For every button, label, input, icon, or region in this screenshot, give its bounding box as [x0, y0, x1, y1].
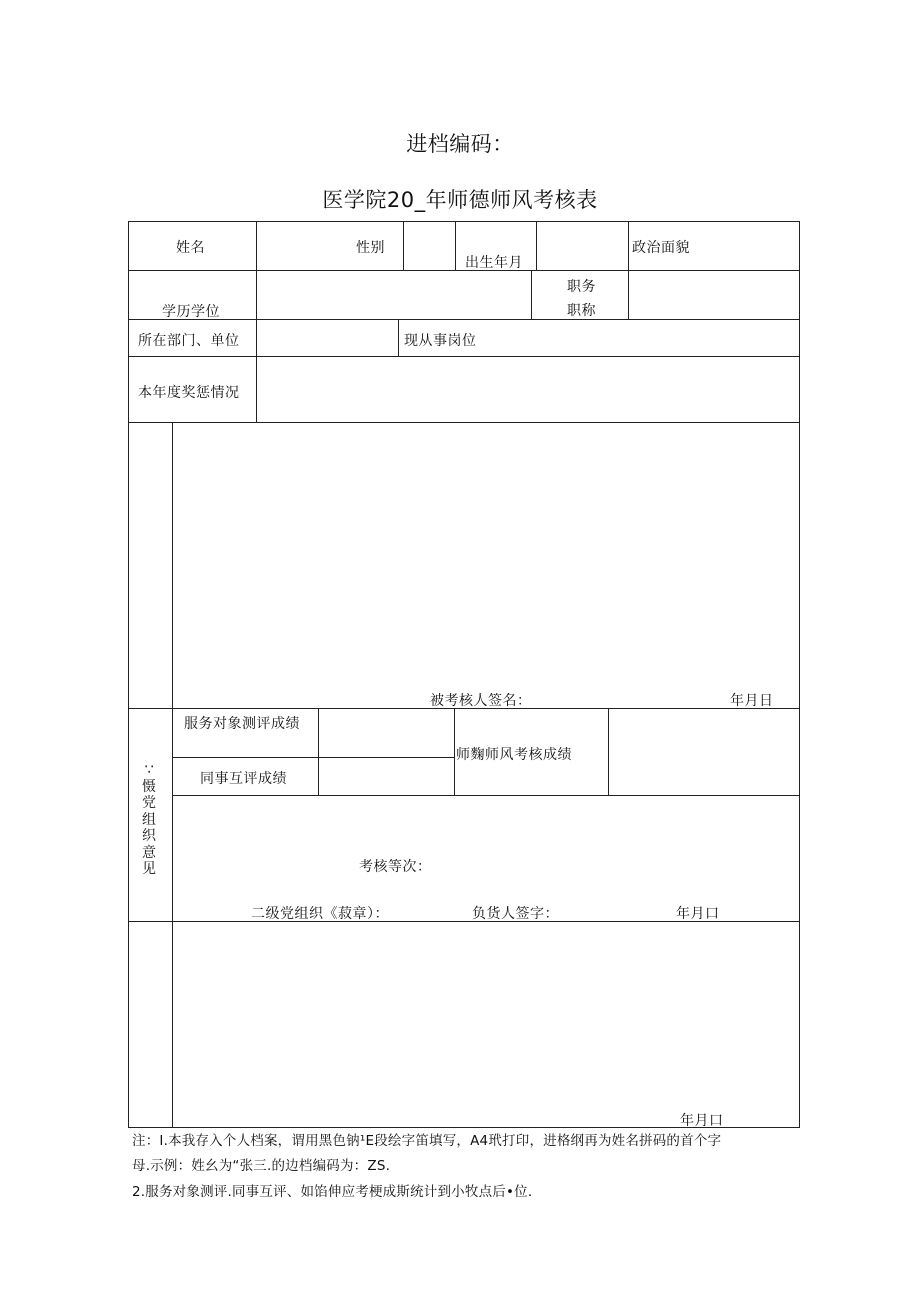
- org-seal-label: 二级党组织《菽章）：: [251, 906, 389, 922]
- row-divider: [172, 795, 800, 796]
- grade-label: 考核等次：: [359, 859, 432, 875]
- self-date-label: 年月日: [730, 693, 774, 709]
- row-divider: [128, 356, 800, 357]
- peer-eval-label: 同事互评成绩: [200, 771, 287, 787]
- col-divider: [398, 319, 399, 357]
- party-date-label: 年月口: [676, 906, 720, 922]
- row-divider: [128, 422, 800, 423]
- col-divider: [256, 319, 257, 423]
- awards-label: 本年度奖惩情况: [138, 385, 240, 401]
- col-divider: [256, 221, 257, 320]
- current-post-label: 现从事岗位: [404, 333, 477, 349]
- note-line-1: 注：I.本我存入个人档案，谓用黑色钠¹E段绘字笛填写，A4玳打印，进格纲再为姓名拼码的首个字: [132, 1133, 722, 1149]
- note-line-2: 母.示例：姓幺为“张三.的边档编码为：ZS.: [132, 1158, 391, 1174]
- col-divider: [403, 221, 404, 271]
- col-divider: [172, 422, 173, 1128]
- archive-code-label: 进档编码：: [406, 132, 514, 156]
- col-divider: [531, 270, 532, 320]
- col-divider: [608, 708, 609, 796]
- table-border-right: [799, 221, 800, 1128]
- table-border-top: [128, 221, 800, 222]
- service-eval-label: 服务对象测评成绩: [184, 716, 300, 732]
- birth-date-label: 出生年月: [465, 255, 523, 271]
- col-divider: [536, 221, 537, 271]
- form-title: 医学院20_年师德师风考核表: [322, 188, 598, 212]
- party-opinion-side-label: ∵慑党组织意见: [142, 762, 156, 877]
- final-date-label: 年月口: [680, 1113, 724, 1129]
- name-label: 姓名: [176, 240, 205, 256]
- ethics-score-label: 师麴师风考核成绩: [456, 747, 572, 763]
- row-divider: [128, 270, 800, 271]
- col-divider: [455, 221, 456, 271]
- education-degree-label: 学历学位: [162, 304, 220, 320]
- department-label: 所在部门、单位: [138, 333, 240, 349]
- position-label: 职务: [567, 279, 596, 295]
- note-line-3: 2.服务对象测评.同事互评、如馅伸应考梗成斯统计到小牧点后•位.: [132, 1184, 533, 1200]
- row-divider: [172, 757, 454, 758]
- row-divider: [128, 319, 800, 320]
- col-divider: [628, 221, 629, 320]
- signature-label: 被考核人签名：: [430, 693, 532, 709]
- leader-sign-label: 负货人签字：: [472, 906, 559, 922]
- table-border-left: [128, 221, 129, 1128]
- political-status-label: 政治面貌: [632, 240, 690, 256]
- gender-label: 性别: [356, 240, 385, 256]
- col-divider: [454, 708, 455, 796]
- col-divider: [318, 708, 319, 796]
- title-label: 职称: [567, 303, 596, 319]
